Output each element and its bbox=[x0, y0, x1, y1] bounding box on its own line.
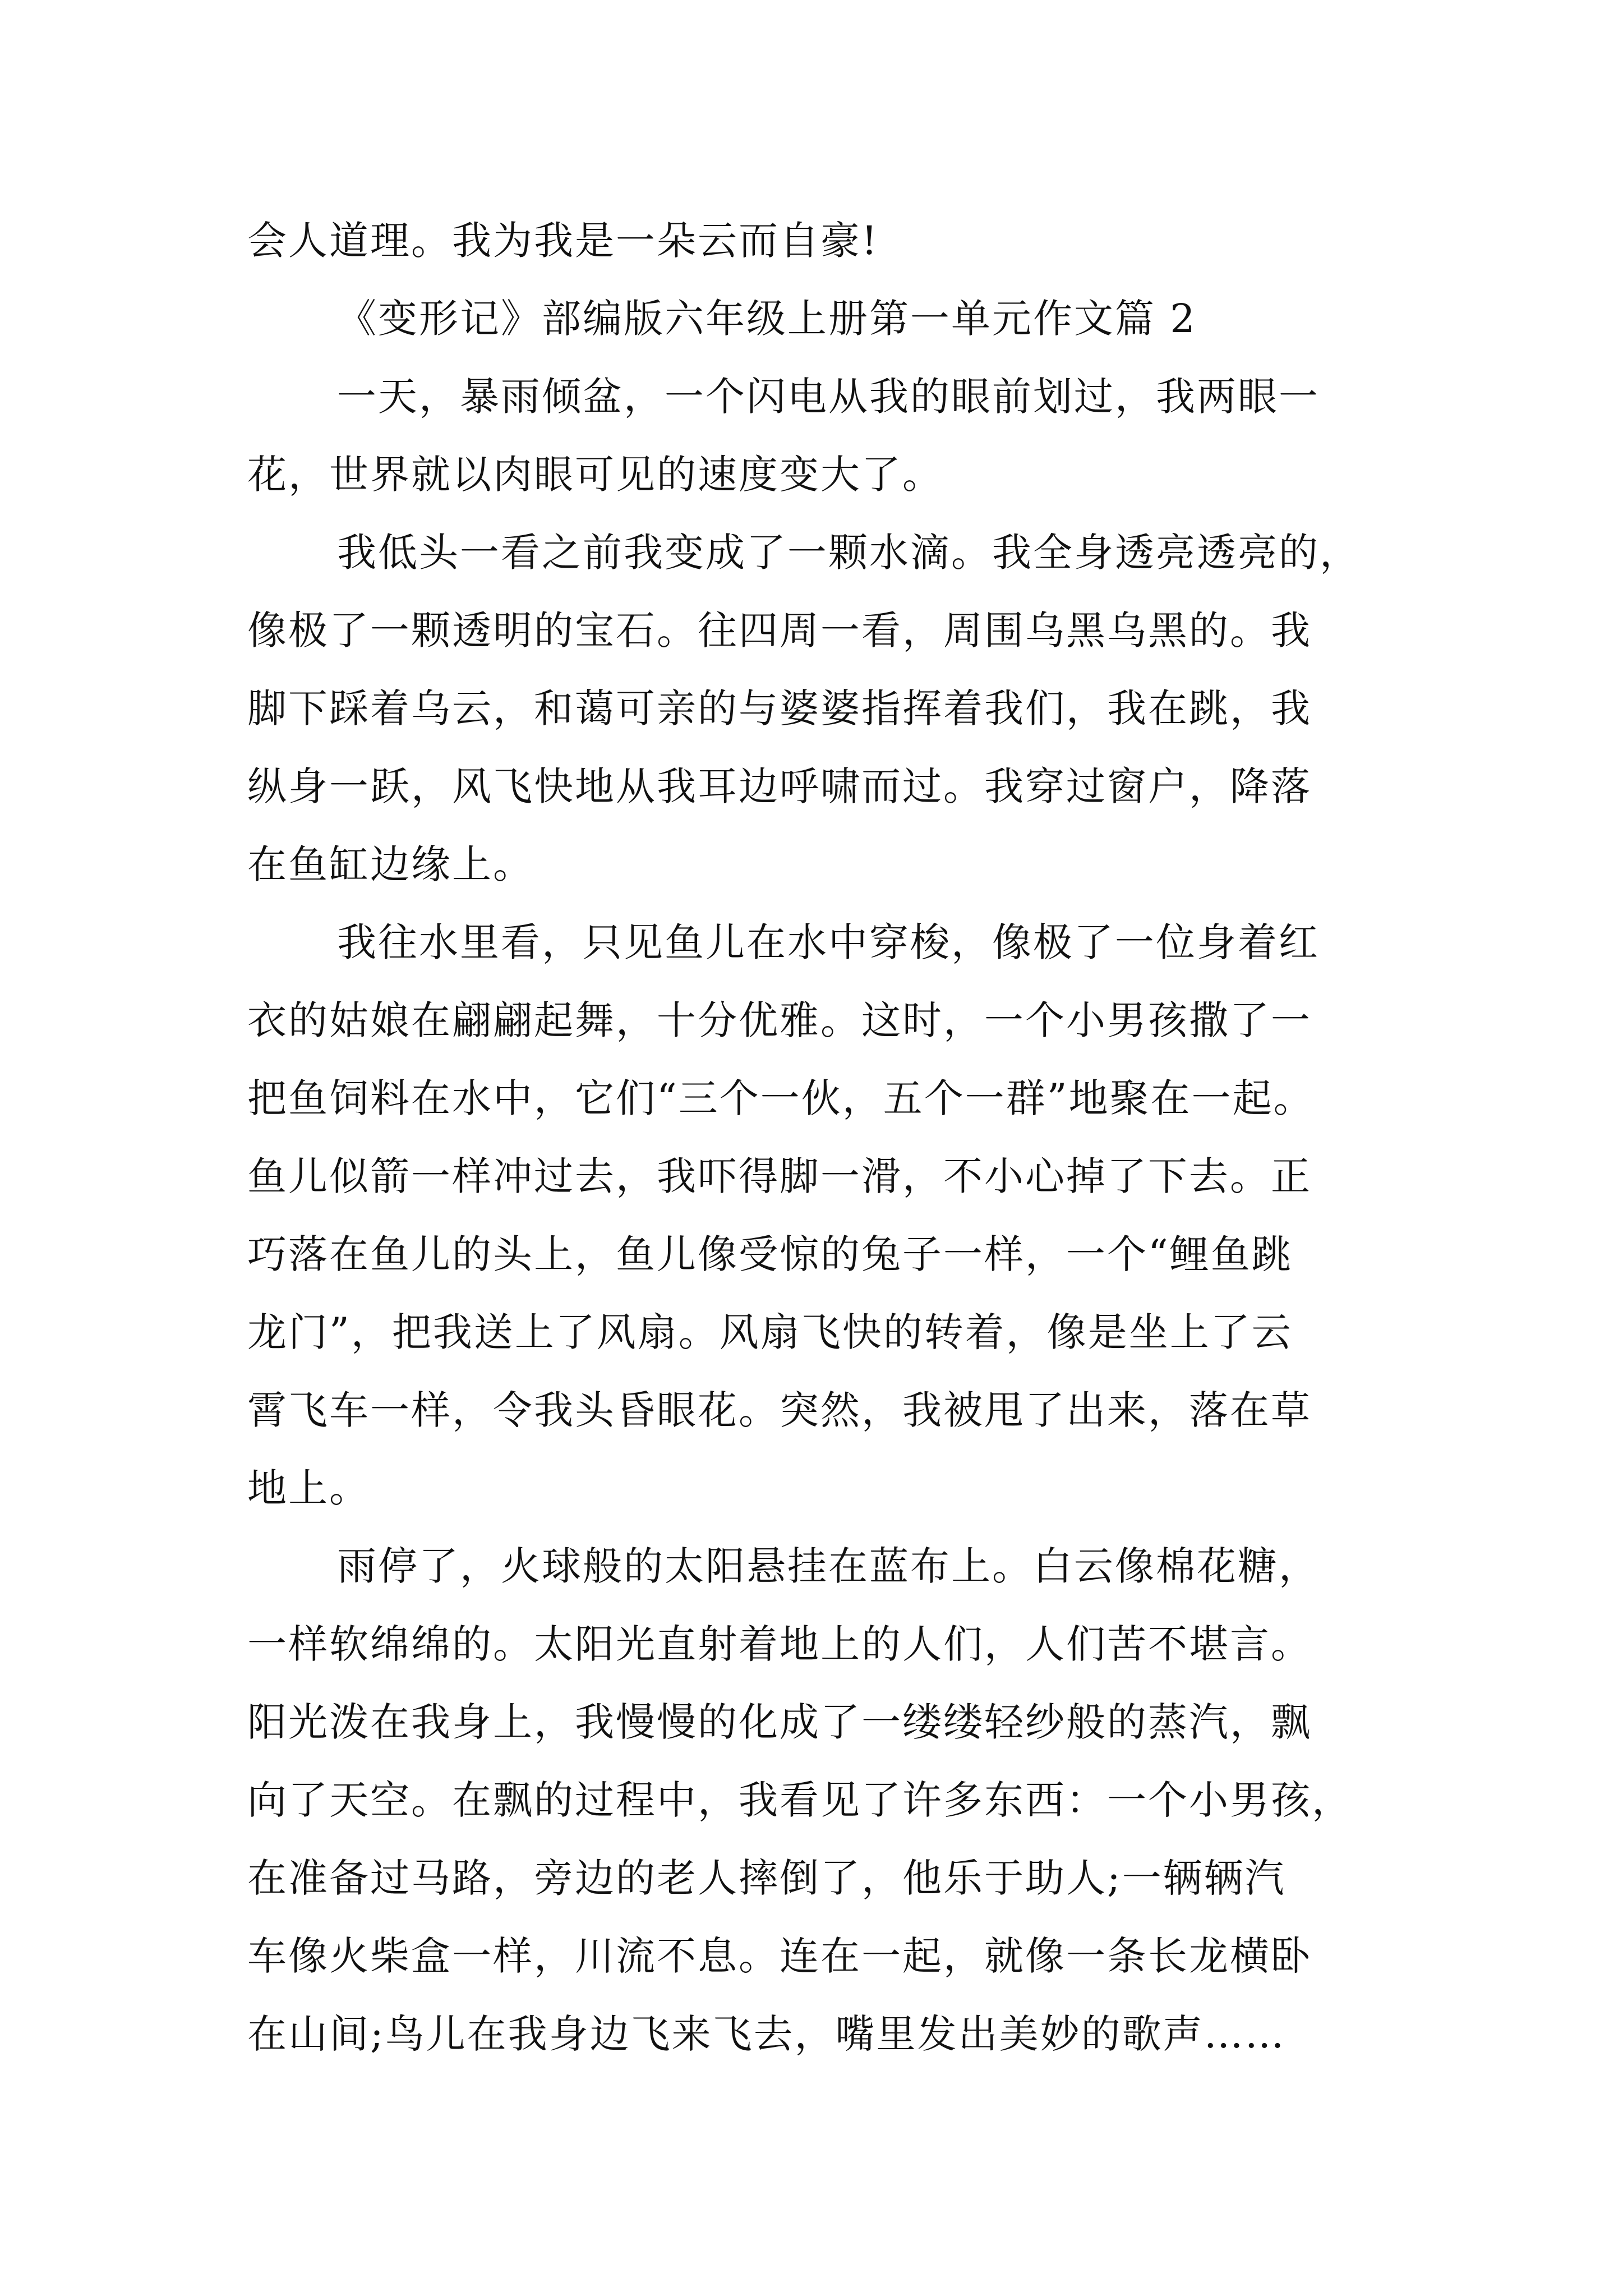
text-line: 地上。 bbox=[247, 1465, 370, 1511]
text-line: 把鱼饲料在水中，它们“三个一伙，五个一群”地聚在一起。 bbox=[247, 1075, 1315, 1121]
text-line: 脚下踩着乌云，和蔼可亲的与婆婆指挥着我们，我在跳，我 bbox=[247, 685, 1312, 731]
text-line: 花，世界就以肉眼可见的速度变大了。 bbox=[247, 452, 943, 498]
text-line: 雨停了，火球般的太阳悬挂在蓝布上。白云像棉花糖， bbox=[337, 1543, 1320, 1589]
text-line: 巧落在鱼儿的头上，鱼儿像受惊的兔子一样，一个“鲤鱼跳 bbox=[247, 1231, 1293, 1277]
text-line: 一样软绵绵的。太阳光直射着地上的人们，人们苦不堪言。 bbox=[247, 1621, 1312, 1667]
text-line: 在山间;鸟儿在我身边飞来飞去，嘴里发出美妙的歌声…… bbox=[247, 2011, 1286, 2057]
text-line: 霄飞车一样，令我头昏眼花。突然，我被甩了出来，落在草 bbox=[247, 1387, 1312, 1433]
text-line: 我往水里看，只见鱼儿在水中穿梭，像极了一位身着红 bbox=[337, 919, 1320, 965]
text-line: 一天，暴雨倾盆，一个闪电从我的眼前划过，我两眼一 bbox=[337, 374, 1320, 420]
text-line: 会人道理。我为我是一朵云而自豪! bbox=[247, 218, 879, 264]
text-line: 我低头一看之前我变成了一颗水滴。我全身透亮透亮的， bbox=[337, 530, 1361, 576]
text-line: 像极了一颗透明的宝石。往四周一看，周围乌黑乌黑的。我 bbox=[247, 608, 1312, 654]
text-line: 龙门”，把我送上了风扇。风扇飞快的转着，像是坐上了云 bbox=[247, 1309, 1293, 1355]
text-line: 阳光泼在我身上，我慢慢的化成了一缕缕轻纱般的蒸汽，飘 bbox=[247, 1699, 1312, 1745]
section-heading: 《变形记》部编版六年级上册第一单元作文篇 2 bbox=[337, 296, 1197, 342]
text-line: 衣的姑娘在翩翩起舞，十分优雅。这时，一个小男孩撒了一 bbox=[247, 997, 1312, 1043]
text-line: 纵身一跃，风飞快地从我耳边呼啸而过。我穿过窗户，降落 bbox=[247, 763, 1312, 809]
text-line: 车像火柴盒一样，川流不息。连在一起，就像一条长龙横卧 bbox=[247, 1933, 1312, 1979]
body-text bbox=[247, 202, 1386, 2073]
text-line: 在准备过马路，旁边的老人摔倒了，他乐于助人;一辆辆汽 bbox=[247, 1855, 1286, 1901]
text-line: 在鱼缸边缘上。 bbox=[247, 841, 534, 887]
text-line: 鱼儿似箭一样冲过去，我吓得脚一滑，不小心掉了下去。正 bbox=[247, 1153, 1312, 1199]
text-line: 向了天空。在飘的过程中，我看见了许多东西：一个小男孩， bbox=[247, 1777, 1353, 1823]
